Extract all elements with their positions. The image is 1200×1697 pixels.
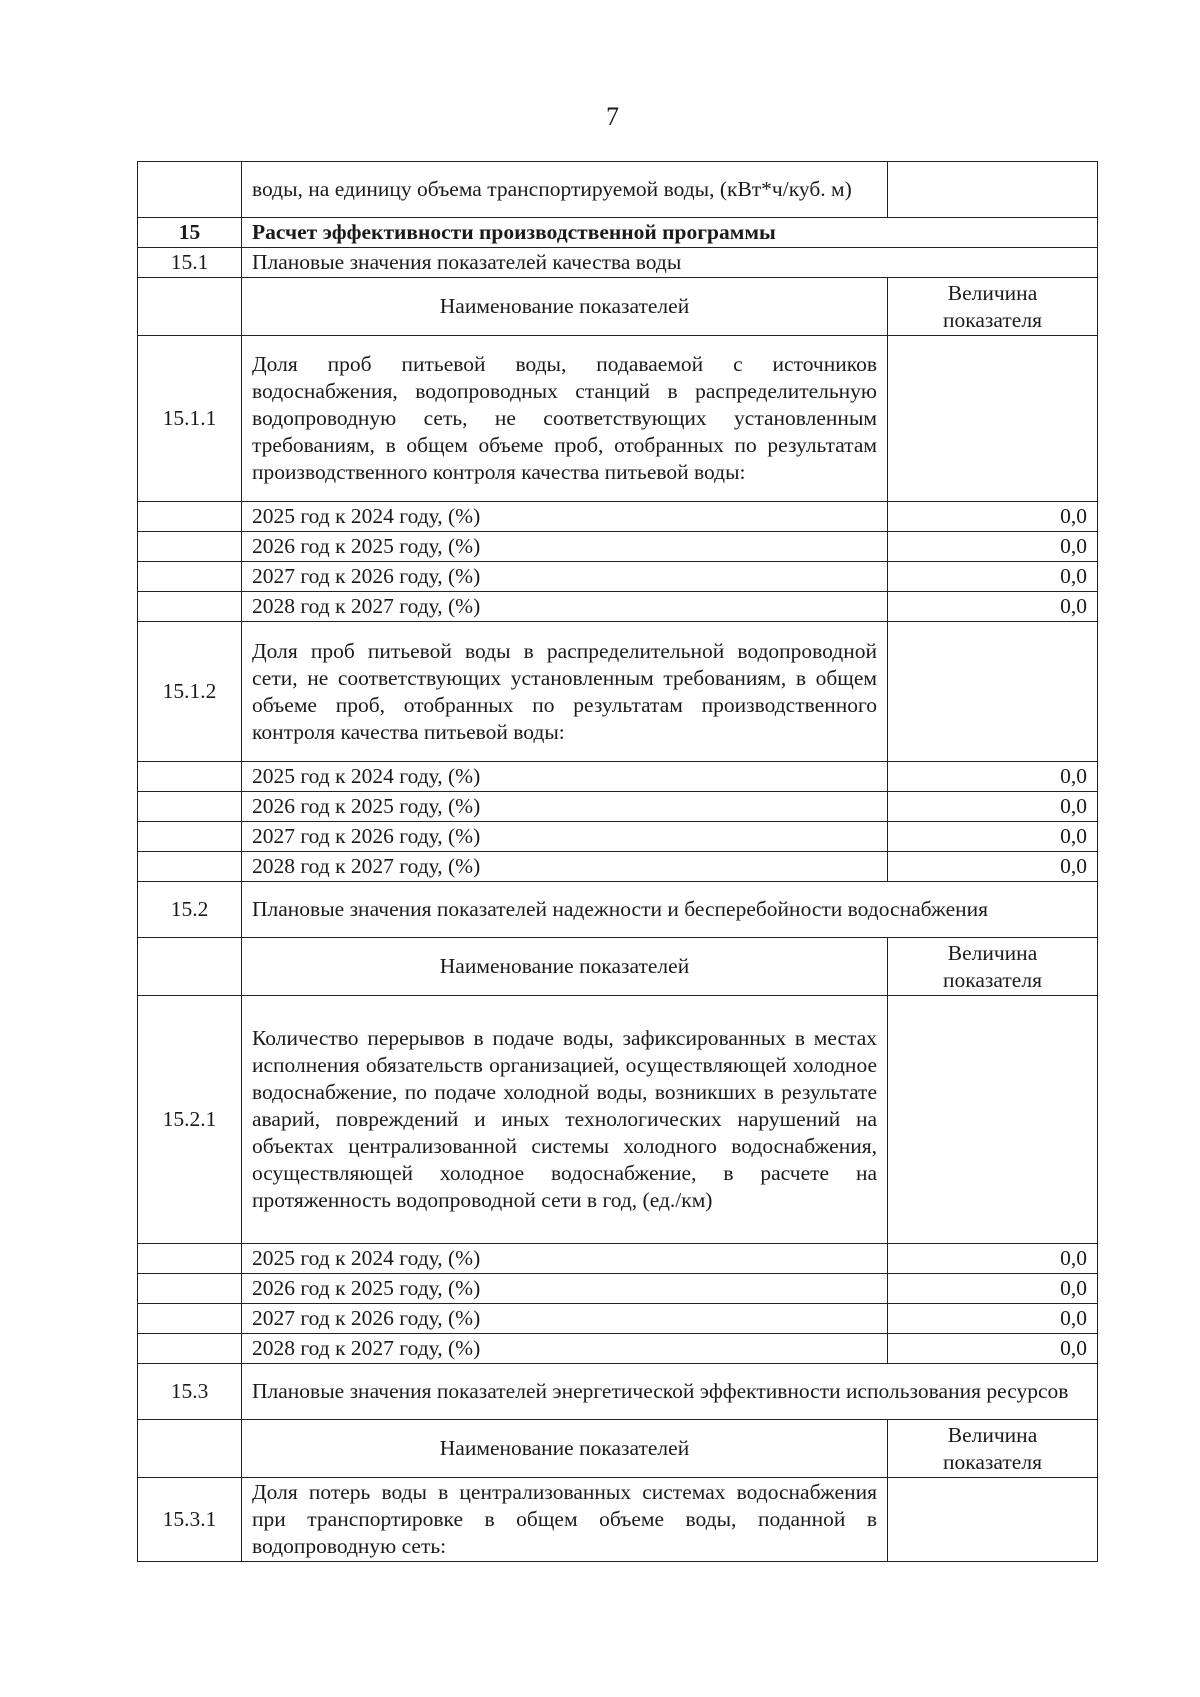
year-row (138, 792, 1098, 822)
year-row (138, 532, 1098, 562)
item-row (138, 996, 1098, 1244)
header-number (138, 1420, 242, 1478)
year-value: 0,0 (888, 1304, 1098, 1334)
year-value: 0,0 (888, 822, 1098, 852)
year-value: 0,0 (888, 1274, 1098, 1304)
year-value: 0,0 (888, 792, 1098, 822)
year-row (138, 592, 1098, 622)
section-number: 15 (138, 218, 242, 248)
year-row (138, 822, 1098, 852)
year-row (138, 1304, 1098, 1334)
section-row (138, 218, 1098, 248)
item-row (138, 1478, 1098, 1562)
header-value: Величина показателя (888, 1420, 1098, 1478)
header-row (138, 278, 1098, 336)
section-row (138, 882, 1098, 938)
section-title: Плановые значения показателей энергетической эффективности использования ресурсов (242, 1364, 1098, 1420)
year-number (138, 822, 242, 852)
item-number: 15.3.1 (138, 1478, 242, 1562)
item-row (138, 336, 1098, 502)
year-value: 0,0 (888, 532, 1098, 562)
year-row (138, 562, 1098, 592)
year-value: 0,0 (888, 592, 1098, 622)
year-label: 2027 год к 2026 году, (%) (242, 822, 888, 852)
year-number (138, 1274, 242, 1304)
item-number: 15.1.1 (138, 336, 242, 502)
year-label: 2026 год к 2025 году, (%) (242, 532, 888, 562)
row-text: воды, на единицу объема транспортируемой воды, (кВт*ч/куб. м) (242, 162, 888, 218)
item-number: 15.1.2 (138, 622, 242, 762)
year-number (138, 852, 242, 882)
row-value (888, 162, 1098, 218)
section-number: 15.1 (138, 248, 242, 278)
header-name: Наименование показателей (242, 938, 888, 996)
year-label: 2027 год к 2026 году, (%) (242, 1304, 888, 1334)
year-row (138, 852, 1098, 882)
year-number (138, 1244, 242, 1274)
header-value: Величина показателя (888, 278, 1098, 336)
item-value (888, 622, 1098, 762)
year-row (138, 1334, 1098, 1364)
year-row (138, 762, 1098, 792)
header-row (138, 938, 1098, 996)
year-label: 2026 год к 2025 году, (%) (242, 792, 888, 822)
year-row (138, 1274, 1098, 1304)
section-number: 15.3 (138, 1364, 242, 1420)
row-number (138, 162, 242, 218)
year-label: 2025 год к 2024 году, (%) (242, 762, 888, 792)
year-label: 2028 год к 2027 году, (%) (242, 1334, 888, 1364)
year-label: 2026 год к 2025 году, (%) (242, 1274, 888, 1304)
year-number (138, 532, 242, 562)
item-text: Доля проб питьевой воды, подаваемой с источников водоснабжения, водопроводных станций в распределительную водопроводную сеть, не соответствующих установленным требованиям, в общем объеме проб, отобранных по результатам производственного контроля качества питьевой воды: (242, 336, 888, 502)
year-value: 0,0 (888, 1334, 1098, 1364)
year-value: 0,0 (888, 502, 1098, 532)
year-number (138, 1334, 242, 1364)
indicators-table (137, 161, 1098, 1562)
header-name: Наименование показателей (242, 278, 888, 336)
year-label: 2028 год к 2027 году, (%) (242, 592, 888, 622)
section-title: Расчет эффективности производственной программы (242, 218, 1098, 248)
header-number (138, 278, 242, 336)
year-number (138, 762, 242, 792)
item-row (138, 622, 1098, 762)
year-value: 0,0 (888, 562, 1098, 592)
year-value: 0,0 (888, 762, 1098, 792)
year-value: 0,0 (888, 1244, 1098, 1274)
year-number (138, 792, 242, 822)
section-number: 15.2 (138, 882, 242, 938)
section-row (138, 248, 1098, 278)
year-label: 2025 год к 2024 году, (%) (242, 1244, 888, 1274)
page-number: 7 (606, 102, 619, 131)
section-row (138, 1364, 1098, 1420)
table-row (138, 162, 1098, 218)
year-number (138, 1304, 242, 1334)
item-value (888, 1478, 1098, 1562)
year-number (138, 562, 242, 592)
item-value (888, 336, 1098, 502)
item-number: 15.2.1 (138, 996, 242, 1244)
year-label: 2027 год к 2026 году, (%) (242, 562, 888, 592)
item-text: Доля потерь воды в централизованных системах водоснабжения при транспортировке в общем объеме воды, поданной в водопроводную сеть: (242, 1478, 888, 1562)
item-text: Доля проб питьевой воды в распределительной водопроводной сети, не соответствующих установленным требованиям, в общем объеме проб, отобранных по результатам производственного контроля качества питьевой воды: (242, 622, 888, 762)
year-label: 2025 год к 2024 году, (%) (242, 502, 888, 532)
item-text: Количество перерывов в подаче воды, зафиксированных в местах исполнения обязательств организацией, осуществляющей холодное водоснабжение, по подаче холодной воды, возникших в результате аварий, повреждений и иных технологических нарушений на объектах централизованной системы холодного водоснабжения, осуществляющей холодное водоснабжение, в расчете на протяженность водопроводной сети в год, (ед./км) (242, 996, 888, 1244)
header-number (138, 938, 242, 996)
header-name: Наименование показателей (242, 1420, 888, 1478)
header-row (138, 1420, 1098, 1478)
year-row (138, 502, 1098, 532)
year-row (138, 1244, 1098, 1274)
item-value (888, 996, 1098, 1244)
year-label: 2028 год к 2027 году, (%) (242, 852, 888, 882)
header-value: Величина показателя (888, 938, 1098, 996)
year-number (138, 592, 242, 622)
year-number (138, 502, 242, 532)
section-title: Плановые значения показателей надежности и бесперебойности водоснабжения (242, 882, 1098, 938)
section-title: Плановые значения показателей качества воды (242, 248, 1098, 278)
year-value: 0,0 (888, 852, 1098, 882)
